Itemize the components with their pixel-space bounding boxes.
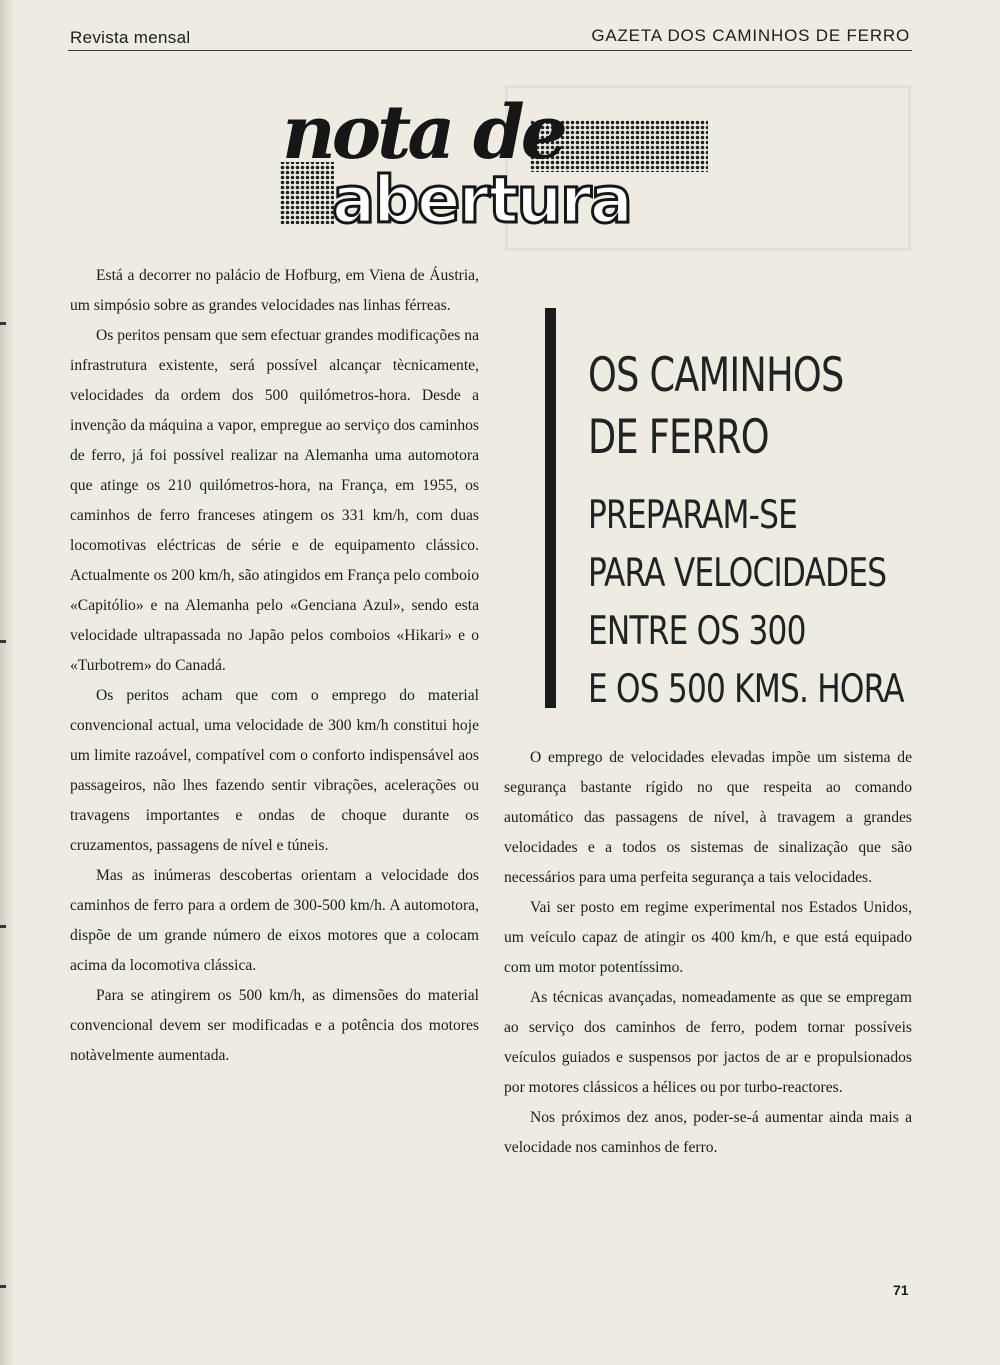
header-rule: [68, 50, 912, 51]
margin-tick: [0, 322, 6, 325]
paragraph: Está a decorrer no palácio de Hofburg, em Viena de Áustria, um simpósio sobre as grandes velocidades nas linhas férreas.: [70, 267, 479, 314]
paragraph: As técnicas avançadas, nomeadamente as que se empregam ao serviço dos caminhos de ferro, podem tornar possíveis veículos guiados e suspensos por jactos de ar e propulsionados por motores clássicos a hélices ou por turbo-reactores.: [504, 989, 912, 1096]
paragraph: Nos próximos dez anos, poder-se-á aumentar ainda mais a velocidade nos caminhos de ferro.: [504, 1109, 912, 1156]
headline-accent-bar: [545, 308, 556, 708]
headline-line: OS CAMINHOS: [588, 348, 844, 403]
paragraph: Os peritos acham que com o emprego do material convencional actual, uma velocidade de 300 km/h constitui hoje um limite razoável, compatível com o conforto indispensável aos passageiros, não lhes fazendo sentir vibrações, acelerações ou travagens importantes e ondas de choque durante os cruzamentos, passagens de nível e túneis.: [70, 687, 479, 854]
headline-line: ENTRE OS 300: [588, 609, 806, 654]
article-headline: [588, 345, 983, 719]
header-magazine-title: GAZETA DOS CAMINHOS DE FERRO: [591, 26, 910, 45]
paragraph: Os peritos pensam que sem efectuar grandes modificações na infrastrutura existente, será possível alcançar tècnicamente, velocidades da ordem dos 500 quilómetros-hora. Desde a invenção da máquina a vapor, empregue ao serviço dos caminhos de ferro, já foi possível realizar na Alemanha uma automotora que atinge os 210 quilómetros-hora, na França, em 1955, os caminhos de ferro franceses atingem os 331 km/h, com duas locomotivas eléctricas de série e de equipamento clássico. Actualmente os 200 km/h, são atingidos em França pelo comboio «Capitólio» e na Alemanha pelo «Genciana Azul», sendo esta velocidade ultrapassada no Japão pelos comboios «Hikari» e o «Turbotrem» do Canadá.: [70, 327, 479, 674]
gutter-shadow: [0, 0, 14, 1365]
article-right-column: [504, 743, 912, 1163]
margin-tick: [0, 640, 6, 643]
headline-line: DE FERRO: [588, 410, 769, 465]
paragraph: O emprego de velocidades elevadas impõe um sistema de segurança bastante rígido no que respeita ao comando automático das passagens de nível, à travagem a grandes velocidades e a todos os sistemas de sinalização que são necessários para uma perfeita segurança a tais velocidades.: [504, 749, 912, 886]
page-number: 71: [893, 1282, 909, 1298]
article-left-column: [70, 261, 479, 1071]
headline-line: PREPARAM-SE: [588, 493, 798, 538]
section-title: [270, 80, 710, 240]
title-line-2: abertura: [332, 164, 631, 238]
title-line-1: nota de: [282, 90, 564, 176]
headline-line: PARA VELOCIDADES: [588, 551, 887, 596]
margin-tick: [0, 925, 6, 928]
paragraph: Vai ser posto em regime experimental nos Estados Unidos, um veículo capaz de atingir os 400 km/h, e que está equipado com um motor potentíssimo.: [504, 899, 912, 976]
headline-line: E OS 500 KMS. HORA: [588, 667, 904, 712]
paragraph: Mas as inúmeras descobertas orientam a velocidade dos caminhos de ferro para a ordem de 300-500 km/h. A automotora, dispõe de um grande número de eixos motores que a colocam acima da locomotiva clássica.: [70, 867, 479, 974]
paragraph: Para se atingirem os 500 km/h, as dimensões do material convencional devem ser modificadas e a potência dos motores notàvelmente aumentada.: [70, 987, 479, 1064]
margin-tick: [0, 1285, 6, 1288]
header-publication-frequency: Revista mensal: [70, 28, 191, 47]
